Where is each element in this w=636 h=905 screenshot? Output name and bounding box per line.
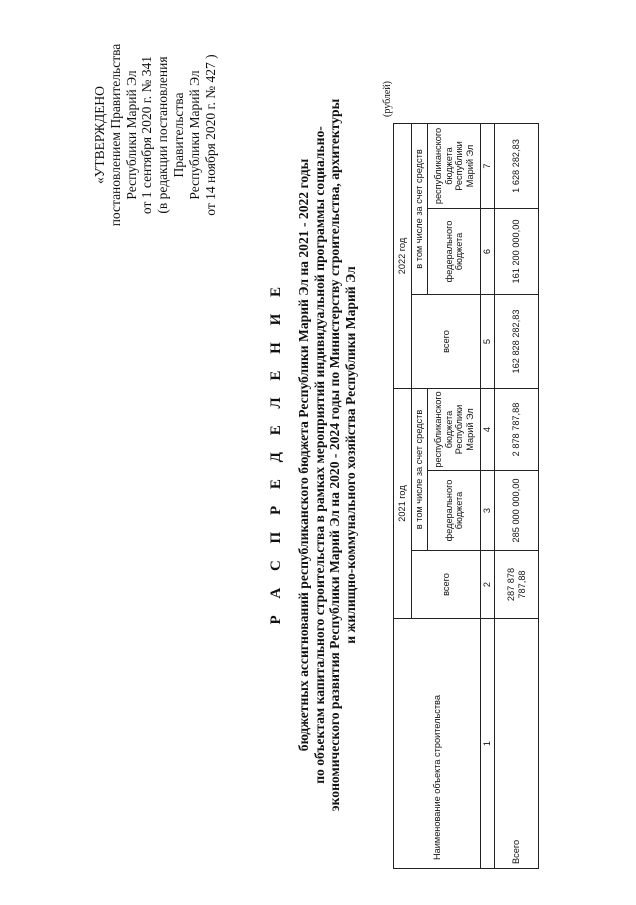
approval-line: «УТВЕРЖДЕНО	[92, 86, 107, 184]
column-number: 3	[481, 471, 495, 551]
subtitle-line: экономического развития Республики Марий Эл на 2020 - 2024 годы по Министерству строительства, архитектуры	[327, 98, 343, 812]
cell-total-2022: 162 828 282,83	[495, 295, 539, 389]
subtitle-line: и жилищно-коммунального хозяйства Республики Марий Эл	[342, 266, 358, 644]
approval-stamp	[92, 25, 218, 245]
row-name: Всего	[495, 619, 539, 869]
allocation-table	[393, 123, 539, 869]
approval-line: (в редакции постановления	[155, 56, 171, 214]
column-number: 6	[481, 209, 495, 295]
header-total-2022: всего	[412, 295, 481, 389]
approval-line: постановлением Правительства	[107, 43, 123, 227]
approval-line: Республики Марий Эл	[123, 70, 139, 200]
header-republican-2021: республиканского бюджета Республики Марий Эл	[428, 389, 481, 471]
units-label: (рублей)	[382, 80, 393, 117]
approval-line: от 1 сентября 2020 г. № 341	[139, 55, 155, 215]
header-federal-2021: федерального бюджета	[428, 471, 481, 551]
cell-total-2021: 287 878 787,88	[495, 551, 539, 619]
approval-line: от 14 ноября 2020 г. № 427 )	[202, 54, 218, 216]
table-row	[495, 124, 539, 869]
header-including-2022: в том числе за счет средств	[412, 124, 428, 295]
cell-federal-2021: 285 000 000,00	[495, 471, 539, 551]
subtitle-line: бюджетных ассигнований республиканского бюджета Республики Марий Эл на 2021 - 2022 годы	[296, 158, 311, 752]
column-number-row	[481, 124, 495, 869]
approval-line: Правительства	[170, 92, 186, 178]
column-number: 5	[481, 295, 495, 389]
cell-republican-2022: 1 628 282,83	[495, 124, 539, 209]
cell-republican-2021: 2 878 787,88	[495, 389, 539, 471]
approval-line: Республики Марий Эл	[186, 70, 202, 200]
column-number: 7	[481, 124, 495, 209]
column-number: 2	[481, 551, 495, 619]
header-including-2021: в том числе за счет средств	[412, 389, 428, 551]
header-year-2021: 2021 год	[394, 389, 412, 619]
header-object-name: Наименование объекта строительства	[394, 619, 481, 869]
cell-federal-2022: 161 200 000,00	[495, 209, 539, 295]
column-number: 4	[481, 389, 495, 471]
header-federal-2022: федерального бюджета	[428, 209, 481, 295]
subtitle-line: по объектам капитального строительства в рамках мероприятий индивидуальной программы социально-	[311, 126, 327, 784]
header-total-2021: всего	[412, 551, 481, 619]
header-year-2022: 2022 год	[394, 124, 412, 389]
column-number: 1	[481, 619, 495, 869]
header-row-years	[394, 124, 412, 869]
header-republican-2022: республиканского бюджета Республики Марий Эл	[428, 124, 481, 209]
document-subtitle	[296, 45, 358, 865]
document-title: Р А С П Р Е Д Е Л Е Н И Е	[268, 280, 284, 625]
